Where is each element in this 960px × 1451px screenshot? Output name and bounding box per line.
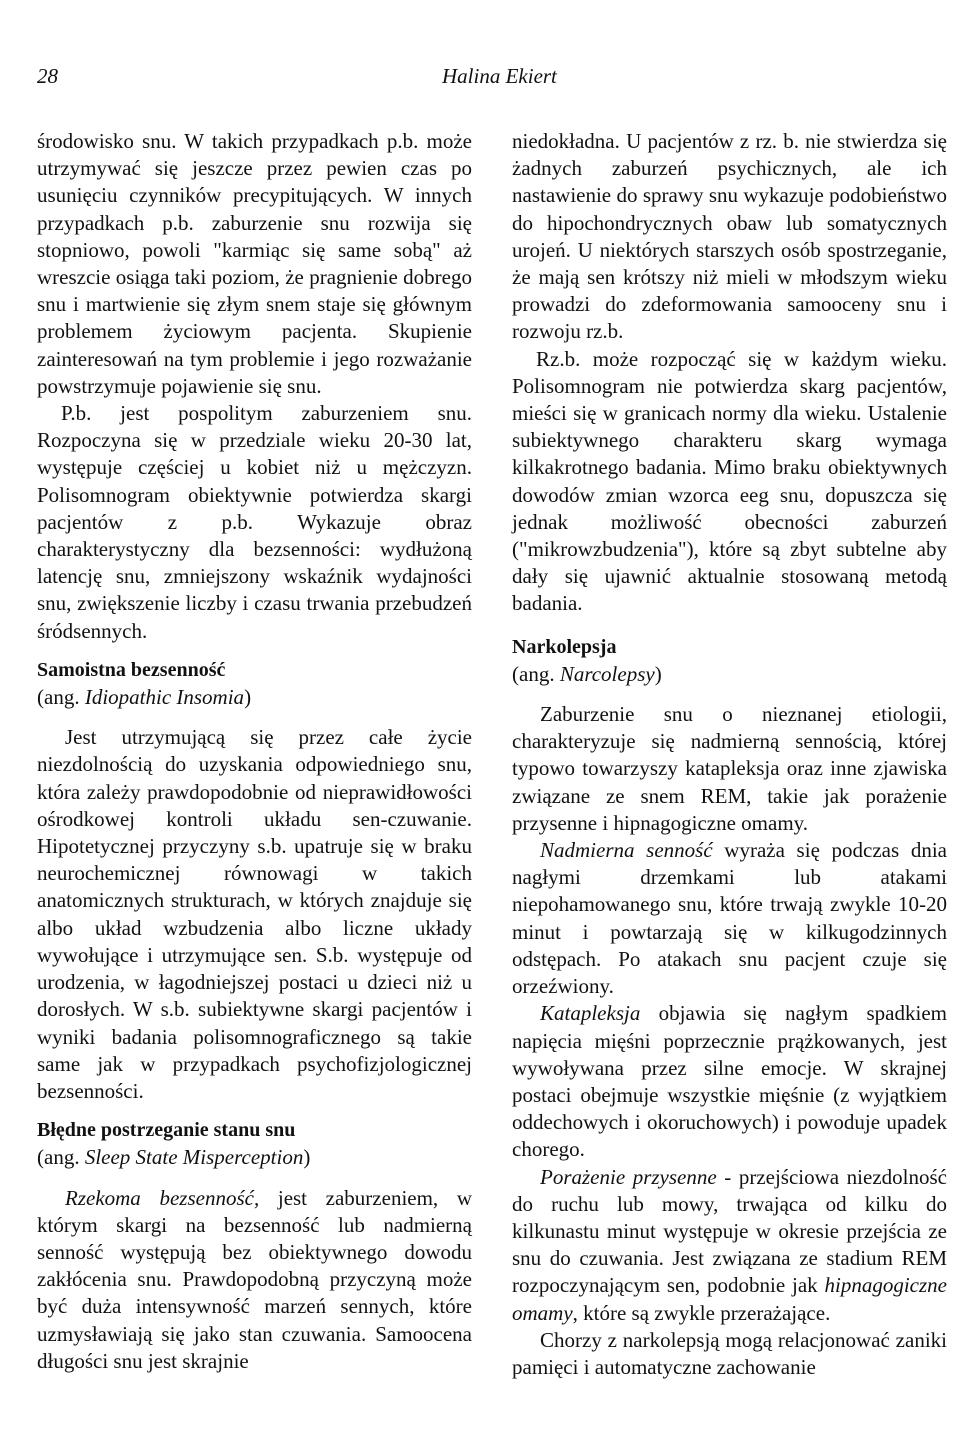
paragraph: Katapleksja objawia się nagłym spadkiem napięcia mięśni poprzecznie prążkowanych, jest wywoływana przez silne emocje. W skrajnej postaci obejmuje wszystkie mięśnie (z wyjątkiem oddechowych i okoruchowych) i powoduje upadek chorego. [512, 1001, 947, 1162]
english-term: Sleep State Misperception [84, 1145, 304, 1170]
section-subheading: (ang. Idiopathic Insomia) [37, 685, 252, 710]
english-term: Narcolepsy [559, 661, 655, 686]
section-subheading: (ang. Sleep State Misperception) [37, 1145, 311, 1170]
paragraph: środowisko snu. W takich przypadkach p.b. może utrzymywać się jeszcze przez pewien czas po usunięciu czynników precypitujących. W innych przypadkach p.b. zaburzenie snu rozwija się stopniowo, powoli "karmiąc się same sobą" aż wreszcie osiąga taki poziom, że pragnienie dobrego snu i martwienie się złym snem staje się głównym problemem życiowym pacjenta. Skupienie zainteresowań na tym problemie i jego rozważanie powstrzymuje pojawienie się snu. [37, 129, 472, 398]
italic-term: Nadmierna senność [540, 838, 713, 863]
english-term: Idiopathic Insomia [84, 685, 245, 710]
paragraph: Nadmierna senność wyraża się podczas dnia nagłymi drzemkami lub atakami niepohamowanego snu, które trwają zwykle 10-20 minut i powtarzają się w kilkugodzinnych odstępach. Po atakach snu pacjent czuje się orzeźwiony. [512, 838, 947, 999]
section-subheading: (ang. Narcolepsy) [512, 661, 662, 686]
running-header-author: Halina Ekiert [442, 64, 557, 88]
italic-term: Katapleksja [540, 1001, 641, 1026]
italic-term: hipnagogiczne omamy [512, 1273, 947, 1325]
italic-term: Porażenie przysenne [540, 1164, 717, 1189]
paragraph: Rz.b. może rozpocząć się w każdym wieku. Polisomnogram nie potwierdza skarg pacjentów, mieści się w granicach normy dla wieku. Ustalenie subiektywnego charakteru skarg wymaga kilkakrotnego badania. Mimo braku obiektywnych dowodów zmian wzorca eeg snu, dopuszcza się jednak możliwość obecności zaburzeń ("mikrowzbudzenia"), które są zbyt subtelne aby dały się ujawnić aktualnie stosowaną metodą badania. [512, 346, 947, 616]
paragraph: Jest utrzymującą się przez całe życie niezdolnością do uzyskania odpowiedniego snu, która zależy prawdopodobnie od nieprawidłowości ośrodkowej kontroli układu sen-czuwanie. Hipotetycznej przyczyny s.b. upatruje się w braku neurochemicznej równowagi w takich anatomicznych strukturach, w których znajduje się albo układ wzbudzenia albo liczne układy wywołujące i utrzymujące sen. S.b. występuje od urodzenia, w łagodniejszej postaci u dzieci niż u dorosłych. W s.b. subiektywne skargi pacjentów i wyniki badania polisomnograficznego są takie same jak w przypadkach psychofizjologicznej bezsenności. [37, 725, 472, 1103]
section-heading-narcolepsy: Narkolepsja [512, 635, 617, 658]
left-column [37, 128, 472, 1375]
paragraph: P.b. jest pospolitym zaburzeniem snu. Rozpoczyna się w przedziale wieku 20-30 lat, występuje częściej u kobiet niż u mężczyzn. Polisomnogram obiektywnie potwierdza skargi pacjentów z p.b. Wykazuje obraz charakterystyczny dla bezsenności: wydłużoną latencję snu, zmniejszony wskaźnik wydajności snu, zwiększenie liczby i czasu trwania przebudzeń śródsennych. [37, 401, 472, 643]
paragraph: Rzekoma bezsenność, jest zaburzeniem, w którym skargi na bezsenność lub nadmierną senność występują bez obiektywnego dowodu zakłócenia snu. Prawdopodobną przyczyną może być duża intensywność marzeń sennych, które uzmysławiają się jako stan czuwania. Samoocena długości snu jest skrajnie [37, 1185, 473, 1373]
paragraph: Zaburzenie snu o nieznanej etiologii, charakteryzuje się nadmierną sennością, której typowo towarzyszy katapleksja oraz inne zjawiska związane ze snem REM, takie jak porażenie przysenne i hipnagogiczne omamy. [512, 702, 947, 835]
page-number: 28 [37, 64, 58, 88]
italic-term: Rzekoma bezsenność, [65, 1185, 260, 1210]
paragraph: Chorzy z narkolepsją mogą relacjonować zaniki pamięci i automatyczne zachowanie [512, 1327, 947, 1379]
paragraph: Porażenie przysenne - przejściowa niezdolność do ruchu lub mowy, trwająca od kilku do kilkunastu minut występuje w okresie przejścia ze snu do czuwania. Jest związana ze stadium REM rozpoczynającym sen, podobnie jak hipnagogiczne omamy, które są zwykle przerażające. [512, 1164, 947, 1325]
section-heading-idiopathic-insomnia: Samoistna bezsenność [37, 658, 226, 681]
paragraph: niedokładna. U pacjentów z rz. b. nie stwierdza się żadnych zaburzeń psychicznych, ale ich nastawienie do sprawy snu wykazuje podobieństwo do hipochondrycznych obaw lub somatycznych urojeń. U niektórych starszych osób spostrzeganie, że mają sen krótszy niż mieli w młodszym wieku prowadzi do zdeformowania samooceny snu i rozwoju rz.b. [512, 129, 947, 344]
section-heading-sleep-state-misperception: Błędne postrzeganie stanu snu [37, 1119, 296, 1142]
right-column [512, 128, 947, 1381]
